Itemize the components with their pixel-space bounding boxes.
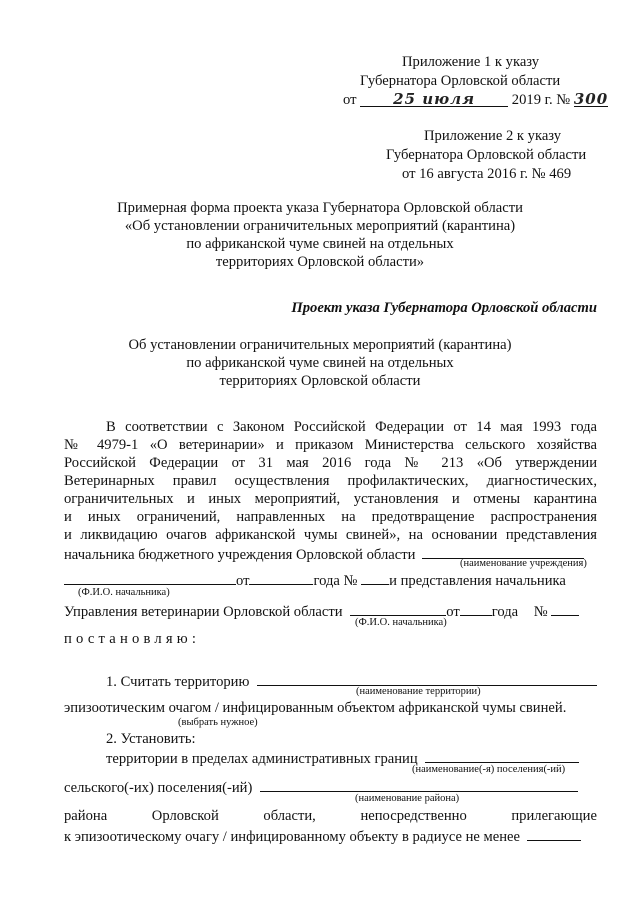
body-p1-line: Ветеринарных правил осуществления профилактических, диагностических, xyxy=(64,473,597,489)
number-blank-1 xyxy=(361,570,389,585)
appendix1-date-prefix: от xyxy=(343,92,357,108)
hint-fio-2: (Ф.И.О. начальника) xyxy=(355,617,447,628)
appendix1-date-line xyxy=(343,91,608,109)
line-from2-label: от xyxy=(446,604,460,620)
item2-label: 2. Установить: xyxy=(106,731,196,747)
item1-label: 1. Считать территорию xyxy=(106,674,250,690)
form-title-line1: Примерная форма проекта указа Губернатора Орловской области xyxy=(117,200,523,216)
settlement-blank xyxy=(425,748,579,763)
body-p1-line: Российской Федерации от 31 мая 2016 года № 213 «Об утверждении xyxy=(64,455,597,471)
appendix1-date-handwritten: 25 июля xyxy=(360,92,508,107)
hint-settlement: (наименование(-я) поселения(-ий) xyxy=(412,764,566,775)
radius-blank xyxy=(527,826,581,841)
item2-line2-text: сельского(-их) поселения(-ий) xyxy=(64,780,253,796)
hint-fio-1: (Ф.И.О. начальника) xyxy=(78,587,170,598)
institution-blank xyxy=(422,544,584,559)
draft-label: Проект указа Губернатора Орловской области xyxy=(291,300,597,316)
form-title-line2: «Об установлении ограничительных мероприятий (карантина) xyxy=(124,218,516,234)
decree-title-line2: по африканской чуме свиней на отдельных xyxy=(186,355,454,371)
hint-district: (наименование района) xyxy=(355,793,460,804)
appendix1-line1: Приложение 1 к указу xyxy=(402,54,540,70)
item1-line xyxy=(106,671,597,691)
decree-title-line3: территориях Орловской области xyxy=(219,373,421,389)
body-line-directorate xyxy=(64,601,579,621)
body-p1-line: ограничительных и иных мероприятий, установления и отмены карантина xyxy=(64,491,597,507)
hint-institution: (наименование учреждения) xyxy=(460,558,587,569)
appendix1-line2: Губернатора Орловской области xyxy=(360,73,561,89)
territory-blank xyxy=(257,671,597,686)
date-blank-2 xyxy=(460,601,492,616)
item2-line3-word: Орловской xyxy=(151,808,219,824)
appendix2-line1: Приложение 2 к указу xyxy=(424,128,562,144)
decree-word: постановляю: xyxy=(64,631,201,647)
body-p1-line: № 4979-1 «О ветеринарии» и приказом Министерства сельского хозяйства xyxy=(64,437,597,453)
line-year2-label: года xyxy=(491,604,519,620)
item2-line1-text: территории в пределах административных границ xyxy=(106,751,418,767)
body-p1-line: В соответствии с Законом Российской Федерации от 14 мая 1993 года xyxy=(106,419,597,435)
item2-line3-word: области, xyxy=(263,808,316,824)
hint-territory: (наименование территории) xyxy=(356,686,481,697)
directorate-label: Управления ветеринарии Орловской области xyxy=(64,604,343,620)
body-p1-line: и ликвидацию очагов африканской чумы свиней», на основании представления xyxy=(64,527,597,543)
district-blank xyxy=(260,777,578,792)
appendix1-number-handwritten: 300 xyxy=(573,90,609,108)
body-p1-last-text: начальника бюджетного учреждения Орловской области xyxy=(64,547,416,563)
item2-line3-word: района xyxy=(64,808,108,824)
item2-line3 xyxy=(64,807,597,825)
line-from-label: от xyxy=(236,573,250,589)
item2-line3-word: прилегающие xyxy=(511,808,597,824)
item1-continuation: эпизоотическим очагом / инфицированным объектом африканской чумы свиней. xyxy=(64,700,567,716)
fio-blank-2 xyxy=(350,601,446,616)
line-num2-label: № xyxy=(533,604,548,620)
date-blank-1 xyxy=(249,570,313,585)
body-p1-line: и иных ограничений, направленных на предотвращение распространения xyxy=(64,509,597,525)
line-and-label: и представления начальника xyxy=(389,573,566,589)
number-blank-2 xyxy=(551,601,579,616)
item2-line4-text: к эпизоотическому очагу / инфицированному объекту в радиусе не менее xyxy=(64,829,521,845)
body-paragraph-1 xyxy=(64,418,597,544)
item2-line3-word: непосредственно xyxy=(360,808,467,824)
appendix2-line3: от 16 августа 2016 г. № 469 xyxy=(402,166,572,182)
appendix2-line2: Губернатора Орловской области xyxy=(386,147,587,163)
hint-choose: (выбрать нужное) xyxy=(178,717,258,728)
item2-line2 xyxy=(64,777,578,797)
form-title-line4: территориях Орловской области» xyxy=(215,254,425,270)
item2-line4 xyxy=(64,826,581,846)
appendix1-date-year: 2019 г. № xyxy=(511,92,571,108)
line-year-label: года № xyxy=(313,573,358,589)
fio-blank-1 xyxy=(64,570,236,585)
form-title-line3: по африканской чуме свиней на отдельных xyxy=(186,236,454,252)
decree-title-line1: Об установлении ограничительных мероприятий (карантина) xyxy=(128,337,512,353)
